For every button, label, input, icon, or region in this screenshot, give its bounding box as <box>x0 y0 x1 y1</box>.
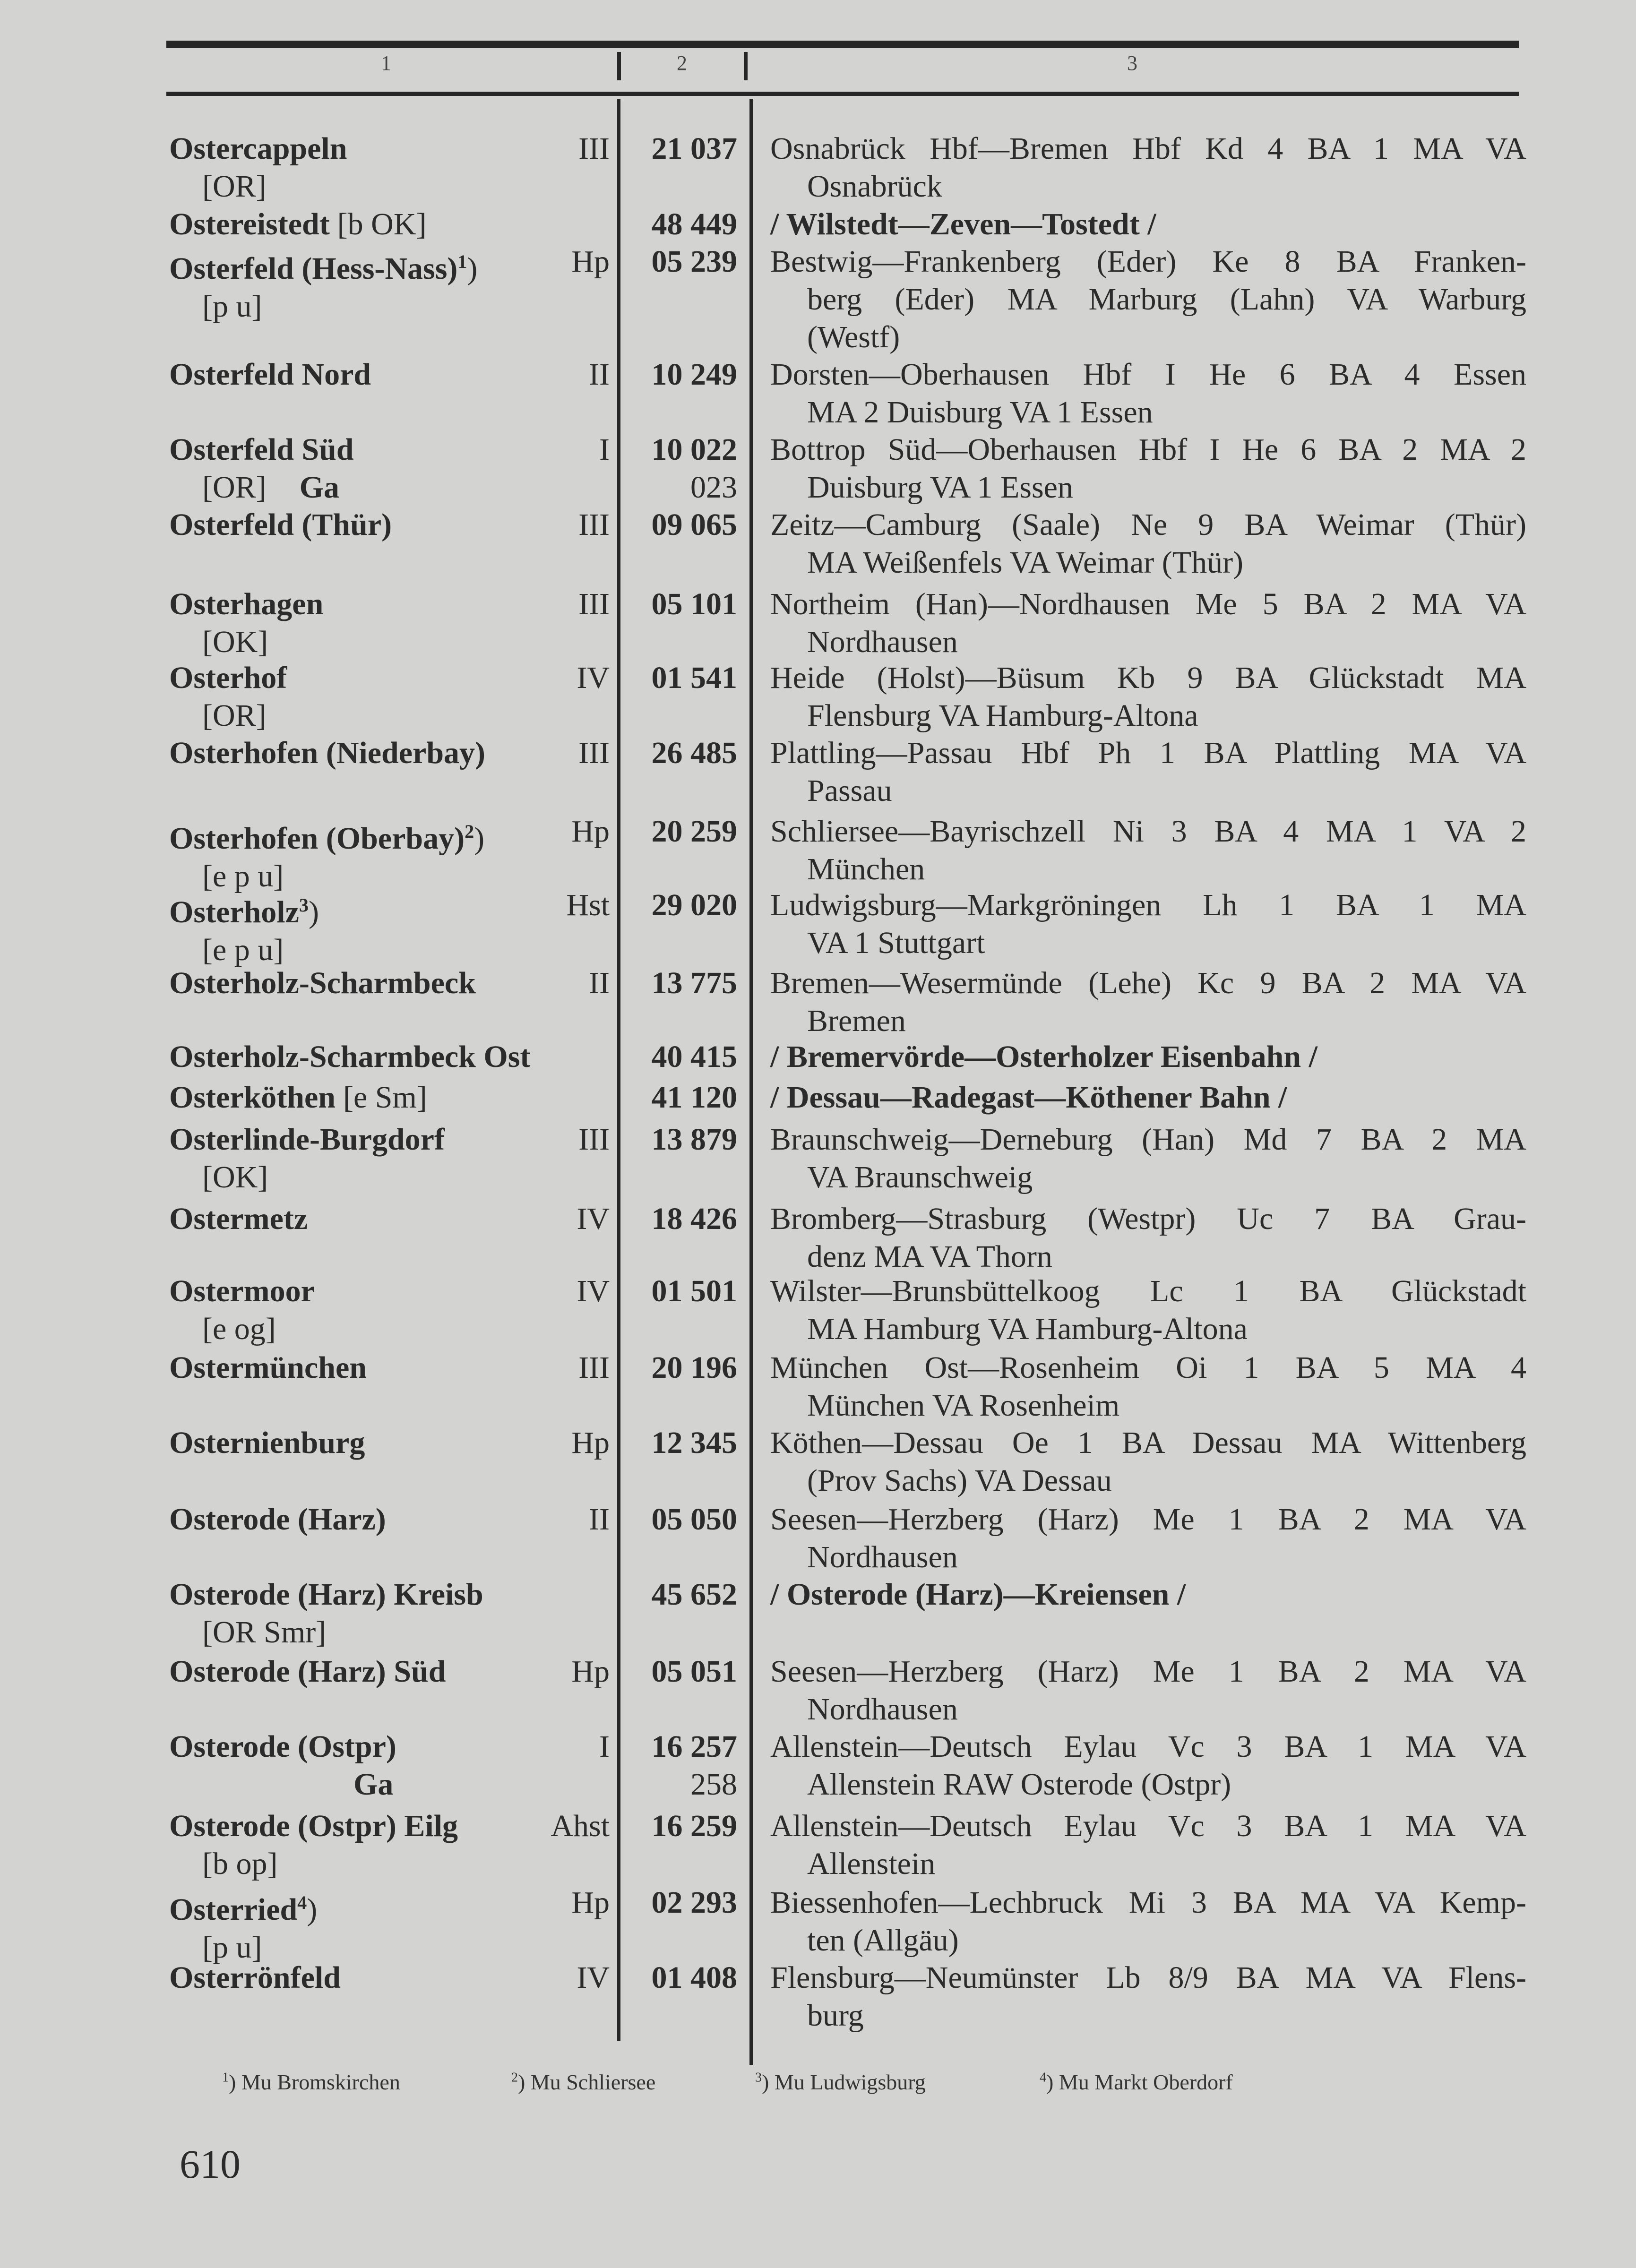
station-number: 20 196 <box>651 1350 737 1385</box>
footnote-mark: 1 <box>222 2070 229 2085</box>
station-number-cell <box>652 659 738 697</box>
route-description <box>770 1121 1526 1196</box>
station-class: Hp <box>571 244 610 279</box>
station-number-cell <box>652 243 738 281</box>
station-number: 10 022 <box>651 432 737 467</box>
footnote-ref: 2 <box>465 821 474 842</box>
route-line: / Bremervörde—Osterholzer Eisenbahn / <box>770 1040 1317 1074</box>
route-description <box>770 659 1526 735</box>
station-name: Osterode (Ostpr) <box>169 1729 396 1764</box>
station-number: 41 120 <box>651 1080 737 1115</box>
station-class: II <box>589 1502 610 1537</box>
station-flags-line <box>169 1845 458 1883</box>
route-line: Northeim (Han)—Nordhausen Me 5 BA 2 MA VA <box>770 587 1526 621</box>
route-line: Allenstein <box>807 1847 936 1881</box>
station-name: Osternienburg <box>169 1426 365 1460</box>
route-line: / Wilstedt—Zeven—Tostedt / <box>770 207 1156 241</box>
station-name-cell <box>169 1576 483 1651</box>
route-line: denz MA VA Thorn <box>807 1239 1052 1274</box>
station-number-cell <box>652 1959 738 1997</box>
station-name-cell <box>169 1424 365 1462</box>
station-class: IV <box>577 1274 610 1308</box>
route-line: Schliersee—Bayrischzell Ni 3 BA 4 MA 1 VA 2 <box>770 814 1526 849</box>
route-line: Bestwig—Frankenberg (Eder) Ke 8 BA Franken- <box>770 244 1526 279</box>
route-description <box>770 585 1526 661</box>
route-description <box>770 1272 1526 1348</box>
route-line: Allenstein—Deutsch Eylau Vc 3 BA 1 MA VA <box>770 1729 1526 1764</box>
station-name: Osterode (Harz) Kreisb <box>169 1577 483 1612</box>
route-line: Flensburg VA Hamburg-Altona <box>807 698 1198 733</box>
station-name-cell <box>169 1884 317 1967</box>
station-flags-line <box>169 931 319 969</box>
station-name-cell <box>169 206 426 243</box>
station-flags: [OR] <box>202 169 267 204</box>
station-number-cell <box>652 1200 738 1238</box>
station-class: II <box>589 357 610 392</box>
station-name: Osterfeld Nord <box>169 357 371 392</box>
footnote-paren: ) <box>467 251 478 286</box>
station-name-cell <box>169 1653 446 1691</box>
station-flags: [OK] <box>202 1160 268 1194</box>
station-number-cell <box>652 1121 738 1159</box>
station-number: 12 345 <box>651 1426 737 1460</box>
station-name: Osterrönfeld <box>169 1960 341 1995</box>
route-line: / Osterode (Harz)—Kreiensen / <box>770 1577 1186 1612</box>
station-number-cell <box>652 1424 738 1462</box>
station-number: 29 020 <box>651 888 737 922</box>
route-line: (Westf) <box>807 320 900 354</box>
station-class: III <box>578 507 610 542</box>
station-flags: [e Sm] <box>343 1080 427 1115</box>
station-number: 01 501 <box>651 1274 737 1308</box>
station-number-cell <box>652 1884 738 1922</box>
station-number: 13 775 <box>651 966 737 1000</box>
station-name-cell <box>169 1728 396 1804</box>
route-line: Biessenhofen—Lechbruck Mi 3 BA MA VA Kemp- <box>770 1885 1526 1920</box>
column-divider-1 <box>617 99 620 2041</box>
route-description <box>770 506 1526 582</box>
station-name: Ostereistedt <box>169 207 330 241</box>
route-description <box>770 1349 1526 1425</box>
station-number-cell <box>652 585 738 623</box>
route-description <box>770 130 1526 206</box>
route-description <box>770 886 1526 962</box>
route-line: Allenstein—Deutsch Eylau Vc 3 BA 1 MA VA <box>770 1809 1526 1843</box>
route-description <box>770 243 1526 356</box>
station-name-cell <box>169 1501 386 1538</box>
station-name: Osterhagen <box>169 587 324 621</box>
station-flags: [p u] <box>202 289 262 324</box>
route-line: Wilster—Brunsbüttelkoog Lc 1 BA Glückstadt <box>770 1274 1526 1308</box>
station-number: 05 101 <box>651 587 737 621</box>
station-class: Hp <box>571 1885 610 1920</box>
route-line: Osnabrück <box>807 169 942 204</box>
station-name-cell <box>169 886 319 969</box>
route-line: MA Hamburg VA Hamburg-Altona <box>807 1312 1248 1346</box>
footnote-paren: ) <box>308 895 319 929</box>
station-number: 02 293 <box>651 1885 737 1920</box>
route-line: VA 1 Stuttgart <box>807 926 985 960</box>
station-flags: [OR] <box>202 698 267 733</box>
station-class: I <box>599 1729 610 1764</box>
station-number-cell <box>652 1038 738 1076</box>
station-flags-line <box>169 1159 445 1196</box>
page-number: 610 <box>180 2141 241 2187</box>
station-name: Osterode (Harz) Süd <box>169 1654 446 1689</box>
column-divider-2 <box>749 99 753 2065</box>
station-class: Hp <box>571 1426 610 1460</box>
station-name-cell <box>169 1272 315 1348</box>
station-number-cell <box>652 1501 738 1538</box>
station-number-cell <box>652 206 738 243</box>
route-line: Nordhausen <box>807 625 958 659</box>
route-description <box>770 431 1526 507</box>
route-line: München Ost—Rosenheim Oi 1 BA 5 MA 4 <box>770 1350 1526 1385</box>
station-name: Osterode (Harz) <box>169 1502 386 1537</box>
station-name-cell <box>169 1038 530 1076</box>
route-description <box>770 813 1526 888</box>
station-flags: [OR Smr] <box>202 1615 327 1649</box>
route-line: Passau <box>807 773 892 808</box>
header-tick-2 <box>744 52 748 80</box>
station-name-cell <box>169 356 371 394</box>
route-line: Ludwigsburg—Markgröningen Lh 1 BA 1 MA <box>770 888 1526 922</box>
route-description <box>770 1653 1526 1728</box>
station-class: IV <box>577 661 610 695</box>
header-top-rule <box>166 41 1519 48</box>
station-flags: [e p u] <box>202 859 284 893</box>
station-name: Osterholz <box>169 895 299 929</box>
route-description <box>770 1959 1526 2035</box>
station-name-cell <box>169 964 476 1002</box>
station-number: 45 652 <box>651 1577 737 1612</box>
station-class: III <box>578 736 610 770</box>
station-flags-line <box>169 697 287 735</box>
station-number-cell <box>652 964 738 1002</box>
station-number: 48 449 <box>651 207 737 241</box>
station-name-cell <box>169 1121 445 1196</box>
station-number-cell <box>652 130 738 168</box>
station-name: Osterhof <box>169 661 287 695</box>
route-line: Bremen <box>807 1004 906 1038</box>
route-line: / Dessau—Radegast—Köthener Bahn / <box>770 1080 1287 1115</box>
station-number-cell <box>652 1807 738 1845</box>
station-number-cell <box>652 1653 738 1691</box>
station-name-cell <box>169 431 354 507</box>
station-number: 023 <box>690 470 737 505</box>
station-name-cell <box>169 734 485 772</box>
station-flags-line <box>169 1766 396 1804</box>
goods-marker: Ga <box>299 470 339 505</box>
station-number-cell <box>652 734 738 772</box>
station-number: 16 257 <box>651 1729 737 1764</box>
route-description <box>770 1038 1526 1076</box>
footnote-mark: 4 <box>1040 2070 1046 2085</box>
station-name: Osterried <box>169 1892 298 1927</box>
station-flags: [OR] <box>202 470 267 505</box>
route-line: Bremen—Wesermünde (Lehe) Kc 9 BA 2 MA VA <box>770 966 1526 1000</box>
route-line: München VA Rosenheim <box>807 1388 1120 1423</box>
route-description <box>770 356 1526 431</box>
route-line: Nordhausen <box>807 1540 958 1574</box>
station-name-cell <box>169 130 347 206</box>
station-name: Ostermünchen <box>169 1350 367 1385</box>
route-line: Allenstein RAW Osterode (Ostpr) <box>807 1767 1231 1802</box>
route-line: Seesen—Herzberg (Harz) Me 1 BA 2 MA VA <box>770 1654 1526 1689</box>
station-number: 40 415 <box>651 1040 737 1074</box>
footnote <box>1040 2070 1233 2095</box>
station-number-cell <box>652 506 738 544</box>
route-description <box>770 206 1526 243</box>
station-number: 16 259 <box>651 1809 737 1843</box>
station-name: Osterfeld Süd <box>169 432 354 467</box>
route-description <box>770 1424 1526 1500</box>
station-number-cell <box>652 886 738 924</box>
route-description <box>770 964 1526 1040</box>
station-class: II <box>589 966 610 1000</box>
route-line: Seesen—Herzberg (Harz) Me 1 BA 2 MA VA <box>770 1502 1526 1537</box>
footnote <box>222 2070 400 2095</box>
station-number-cell <box>652 1079 738 1117</box>
route-description <box>770 1807 1526 1883</box>
station-name: Ostercappeln <box>169 131 347 166</box>
footnote-paren: ) <box>307 1892 318 1927</box>
station-number: 05 050 <box>651 1502 737 1537</box>
station-class: Hp <box>571 1654 610 1689</box>
station-flags-line <box>169 623 323 661</box>
station-name: Osterode (Ostpr) Eilg <box>169 1809 458 1843</box>
station-class: Hp <box>571 814 610 849</box>
station-name-cell <box>169 659 287 735</box>
station-name: Ostermoor <box>169 1274 315 1308</box>
column-header-3: 3 <box>1127 52 1137 75</box>
route-description <box>770 1728 1526 1804</box>
route-line: Braunschweig—Derneburg (Han) Md 7 BA 2 MA <box>770 1122 1526 1157</box>
footnote <box>755 2070 926 2095</box>
column-header-1: 1 <box>381 52 391 75</box>
station-name: Osterhofen (Niederbay) <box>169 736 486 770</box>
route-line: Heide (Holst)—Büsum Kb 9 BA Glückstadt MA <box>770 661 1526 695</box>
footnote-mark: 2 <box>511 2070 518 2085</box>
station-name-cell <box>169 1079 427 1117</box>
footnote-text: ) Mu Ludwigsburg <box>762 2070 926 2094</box>
station-number: 05 051 <box>651 1654 737 1689</box>
station-class: IV <box>577 1202 610 1236</box>
goods-marker: Ga <box>353 1767 394 1802</box>
footnote-ref: 3 <box>299 894 309 916</box>
route-line: Flensburg—Neumünster Lb 8/9 BA MA VA Flens- <box>770 1960 1526 1995</box>
route-line: MA Weißenfels VA Weimar (Thür) <box>807 545 1244 580</box>
route-line: Nordhausen <box>807 1692 958 1727</box>
station-number: 10 249 <box>651 357 737 392</box>
station-name-cell <box>169 813 484 895</box>
footnote-ref: 4 <box>297 1892 307 1913</box>
station-name-cell <box>169 1959 341 1997</box>
route-line: ten (Allgäu) <box>807 1923 959 1958</box>
station-flags: [p u] <box>202 1930 262 1965</box>
route-line: Dorsten—Oberhausen Hbf I He 6 BA 4 Essen <box>770 357 1526 392</box>
station-number: 13 879 <box>651 1122 737 1157</box>
station-number: 09 065 <box>651 507 737 542</box>
station-flags-line <box>169 168 347 206</box>
station-class: III <box>578 1350 610 1385</box>
route-description <box>770 1501 1526 1576</box>
route-line: burg <box>807 1998 864 2033</box>
station-name: Osterhofen (Oberbay) <box>169 821 465 856</box>
station-name-cell <box>169 243 477 326</box>
footnote-ref: 1 <box>457 251 467 272</box>
footnote <box>511 2070 655 2095</box>
column-header-2: 2 <box>677 52 687 75</box>
route-description <box>770 1200 1526 1276</box>
header-bottom-rule <box>166 92 1519 96</box>
route-line: Osnabrück Hbf—Bremen Hbf Kd 4 BA 1 MA VA <box>770 131 1526 166</box>
station-number: 05 239 <box>651 244 737 279</box>
footnote-text: ) Mu Bromskirchen <box>229 2070 400 2094</box>
station-flags: [b op] <box>202 1847 278 1881</box>
station-name: Osterköthen <box>169 1080 336 1115</box>
station-number: 258 <box>690 1767 737 1802</box>
station-number-cell <box>652 431 738 507</box>
station-class: III <box>578 131 610 166</box>
route-description <box>770 734 1526 810</box>
station-number: 01 541 <box>651 661 737 695</box>
station-flags-line <box>169 1614 483 1651</box>
station-flags: [e og] <box>202 1312 276 1346</box>
station-number: 18 426 <box>651 1202 737 1236</box>
station-name: Osterlinde-Burgdorf <box>169 1122 445 1157</box>
route-line: Köthen—Dessau Oe 1 BA Dessau MA Wittenberg <box>770 1426 1526 1460</box>
station-number-cell <box>652 356 738 394</box>
footnote-mark: 3 <box>755 2070 762 2085</box>
station-class: III <box>578 587 610 621</box>
station-number-cell <box>652 813 738 850</box>
station-flags-line <box>169 1310 315 1348</box>
station-class: III <box>578 1122 610 1157</box>
route-description <box>770 1884 1526 1959</box>
route-line: Zeitz—Camburg (Saale) Ne 9 BA Weimar (Thür) <box>770 507 1526 542</box>
route-description <box>770 1079 1526 1117</box>
station-number: 01 408 <box>651 1960 737 1995</box>
station-flags: [OK] <box>202 625 268 659</box>
station-flags-line <box>169 469 354 507</box>
station-name: Osterholz-Scharmbeck Ost <box>169 1040 531 1074</box>
route-line: Plattling—Passau Hbf Ph 1 BA Plattling MA VA <box>770 736 1526 770</box>
route-line: Duisburg VA 1 Essen <box>807 470 1073 505</box>
header-tick-1 <box>617 52 621 80</box>
station-class: Ahst <box>551 1809 610 1843</box>
station-flags: [e p u] <box>202 933 284 967</box>
station-class: I <box>599 432 610 467</box>
route-line: (Prov Sachs) VA Dessau <box>807 1463 1112 1498</box>
station-name-cell <box>169 506 392 544</box>
station-name: Ostermetz <box>169 1202 308 1236</box>
station-name-cell <box>169 1349 367 1387</box>
footnote-paren: ) <box>474 821 485 856</box>
station-class: IV <box>577 1960 610 1995</box>
station-name-cell <box>169 585 323 661</box>
station-flags: [b OK] <box>337 207 427 241</box>
route-line: VA Braunschweig <box>807 1160 1033 1194</box>
station-number: 21 037 <box>651 131 737 166</box>
route-line: Bottrop Süd—Oberhausen Hbf I He 6 BA 2 MA 2 <box>770 432 1526 467</box>
station-name: Osterfeld (Thür) <box>169 507 392 542</box>
station-name-cell <box>169 1807 458 1883</box>
footnote-text: ) Mu Schliersee <box>518 2070 656 2094</box>
route-line: München <box>807 852 925 886</box>
route-line: berg (Eder) MA Marburg (Lahn) VA Warburg <box>807 282 1526 317</box>
station-number-cell <box>652 1728 738 1804</box>
station-class: Hst <box>566 888 610 922</box>
station-flags-line <box>169 288 477 326</box>
station-name: Osterholz-Scharmbeck <box>169 966 476 1000</box>
station-number-cell <box>652 1349 738 1387</box>
route-line: MA 2 Duisburg VA 1 Essen <box>807 395 1153 430</box>
station-name: Osterfeld (Hess-Nass) <box>169 251 458 286</box>
station-number: 20 259 <box>651 814 737 849</box>
route-description <box>770 1576 1526 1614</box>
station-number: 26 485 <box>651 736 737 770</box>
station-number-cell <box>652 1272 738 1310</box>
footnote-text: ) Mu Markt Oberdorf <box>1046 2070 1233 2094</box>
route-line: Bromberg—Strasburg (Westpr) Uc 7 BA Grau- <box>770 1202 1526 1236</box>
station-name-cell <box>169 1200 308 1238</box>
station-number-cell <box>652 1576 738 1614</box>
